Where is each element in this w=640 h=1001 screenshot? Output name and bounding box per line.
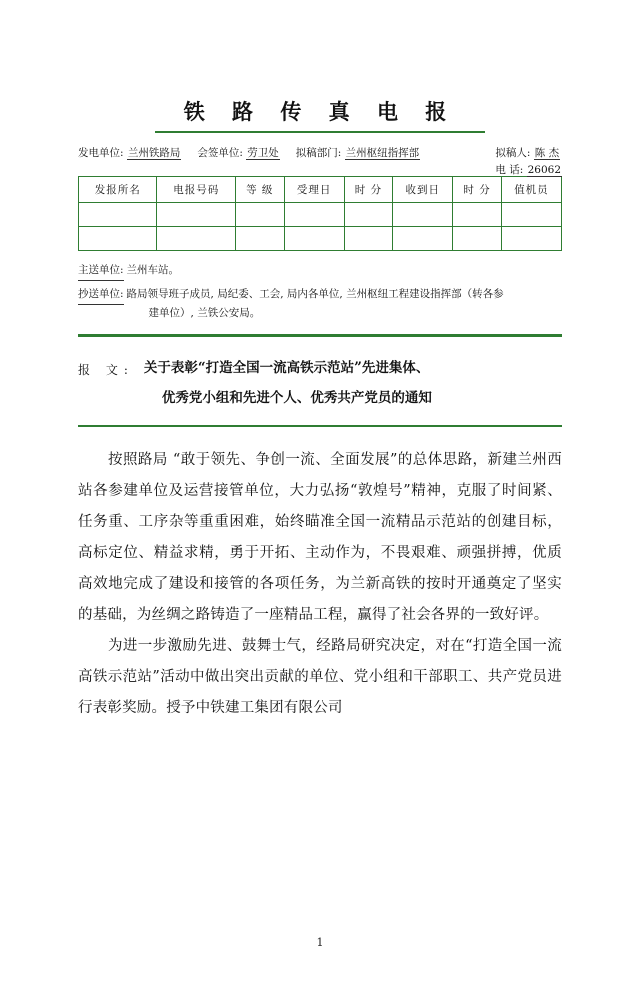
sender-value: 兰州铁路局 — [127, 147, 181, 159]
main-recipient-value: 兰州车站。 — [126, 264, 180, 276]
table-cell — [284, 227, 344, 251]
subject-divider-rule — [78, 425, 562, 427]
cosign-value: 劳卫处 — [247, 147, 279, 159]
telegram-header-meta — [78, 145, 562, 176]
drafter-field — [495, 145, 562, 162]
phone-value: 26062 — [527, 164, 561, 176]
table-header-row — [79, 177, 562, 203]
drafting-dept-value: 兰州枢纽指挥部 — [345, 147, 420, 159]
table-cell — [453, 203, 502, 227]
cosign-label: 会签单位: — [197, 147, 243, 159]
body-paragraph: 按照路局 “敢于领先、争创一流、全面发展”的总体思路，新建兰州西站各参建单位及运营接管单位，大力弘扬“敦煌号”精神，克服了时间紧、任务重、工序杂等重重困难，始终瞄准全国一流精品示范站的创建目标，高标定位、精益求精，勇于开拓、主动作为，不畏艰难、顽强拼搏，优质高效地完成了建设和接管的各项任务，为兰新高铁的按时开通奠定了坚实的基础，为丝绸之路铸造了一座精品工程，赢得了社会各界的一致好评。 — [78, 452, 562, 623]
section-divider-rule — [78, 334, 562, 337]
document-page — [0, 96, 640, 1001]
page-number: 1 — [316, 936, 324, 949]
copy-recipient-label: 抄送单位: — [78, 285, 124, 305]
drafter-value: 陈 杰 — [534, 147, 560, 159]
table-column-header: 收到日 — [393, 177, 453, 203]
table-row — [79, 203, 562, 227]
table-cell — [501, 203, 561, 227]
phone-label: 电 话: — [495, 164, 524, 176]
subject-line2: 优秀党小组和先进个人、优秀共产党员的通知 — [161, 390, 432, 406]
table-cell — [284, 203, 344, 227]
drafting-dept-label: 拟稿部门: — [295, 147, 342, 159]
table-cell — [157, 227, 235, 251]
table-cell — [344, 227, 393, 251]
subject-line1: 关于表彰“打造全国一流高铁示范站”先进集体、 — [143, 360, 430, 376]
table-cell — [79, 227, 157, 251]
sender-label: 发电单位: — [78, 147, 124, 159]
table-column-header: 发报所名 — [79, 177, 157, 203]
copy-recipient-block — [78, 285, 562, 323]
body-paragraph: 为进一步激励先进、鼓舞士气，经路局研究决定，对在“打造全国一流高铁示范站”活动中做出突出贡献的单位、党小组和干部职工、共产党员进行表彰奖励。授予中铁建工集团有限公司 — [78, 638, 562, 716]
table-cell — [393, 227, 453, 251]
table-column-header: 电报号码 — [157, 177, 235, 203]
copy-recipient-line2: 建单位）, 兰铁公安局。 — [148, 307, 261, 319]
copy-recipient-line1: 路局领导班子成员, 局纪委、工会, 局内各单位, 兰州枢纽工程建设指挥部（转各参 — [126, 288, 504, 300]
table-cell — [235, 203, 284, 227]
table-cell — [344, 203, 393, 227]
sender-field — [78, 145, 181, 162]
table-cell — [393, 203, 453, 227]
drafter-label: 拟稿人: — [495, 147, 531, 159]
table-row — [79, 227, 562, 251]
telegram-routing-table — [78, 176, 562, 251]
main-recipient-block — [78, 261, 562, 281]
document-body — [78, 445, 562, 724]
table-cell — [453, 227, 502, 251]
distribution-section — [78, 261, 562, 323]
table-column-header: 值机员 — [501, 177, 561, 203]
table-cell — [235, 227, 284, 251]
main-recipient-label: 主送单位: — [78, 261, 124, 281]
cosign-field — [197, 145, 279, 162]
copy-recipient-value — [127, 285, 504, 323]
table-cell — [79, 203, 157, 227]
phone-field — [495, 162, 562, 179]
table-column-header: 受理日 — [284, 177, 344, 203]
table-column-header: 等 级 — [235, 177, 284, 203]
table-column-header: 时 分 — [453, 177, 502, 203]
drafting-dept-field — [296, 145, 420, 162]
page-title: 铁 路 传 真 电 报 — [183, 99, 457, 124]
table-cell — [501, 227, 561, 251]
table-column-header: 时 分 — [344, 177, 393, 203]
subject-section — [78, 353, 562, 413]
subject-label: 报 文: — [78, 363, 134, 377]
drafter-block — [495, 145, 562, 179]
title-underline-rule — [155, 131, 485, 133]
subject-body — [144, 353, 432, 413]
table-cell — [157, 203, 235, 227]
